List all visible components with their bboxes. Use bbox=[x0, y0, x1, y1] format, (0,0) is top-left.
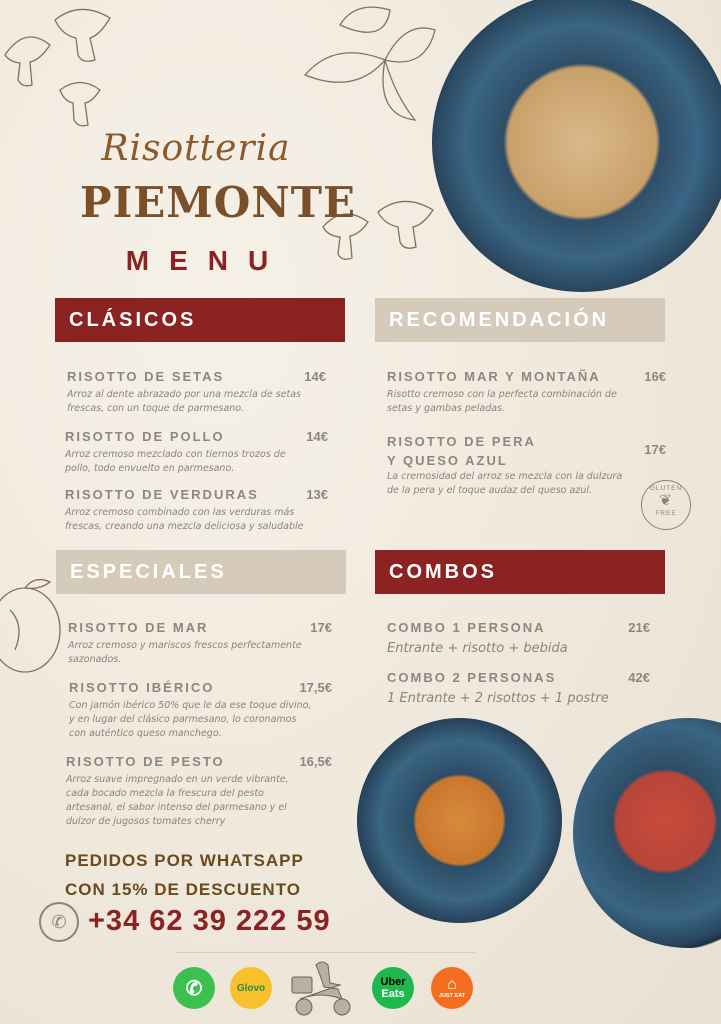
risotto-plate-image bbox=[432, 0, 721, 292]
gluten-free-badge bbox=[641, 480, 691, 530]
delivery-scooter-icon bbox=[290, 955, 356, 1017]
whatsapp-outline-icon: ✆ bbox=[39, 902, 79, 942]
menu-heading: MENU bbox=[125, 245, 289, 276]
menu-item-description: Arroz al dente abrazado por una mezcla de setas frescas, con un toque de parmesano. bbox=[67, 389, 301, 414]
menu-item-price: 16€ bbox=[644, 369, 666, 384]
menu-item-name: RISOTTO IBÉRICO bbox=[69, 680, 215, 695]
gluten-free-badge-bottom: FREE bbox=[655, 510, 677, 517]
menu-item-name: RISOTTO DE VERDURAS bbox=[65, 487, 259, 502]
menu-item-name: RISOTTO DE SETAS bbox=[67, 369, 225, 384]
menu-item-price: 16,5€ bbox=[299, 754, 332, 769]
combo-description: Entrante + risotto + bebida bbox=[387, 641, 568, 656]
combo-price: 42€ bbox=[628, 670, 650, 685]
menu-item-price: 14€ bbox=[304, 369, 326, 384]
justeat-app-button[interactable] bbox=[431, 967, 473, 1009]
section-header-combos: COMBOS bbox=[375, 550, 665, 594]
menu-item-price: 13€ bbox=[306, 487, 328, 502]
basil-leaves-sketch-icon bbox=[295, 0, 445, 130]
seafood-risotto-plate-image bbox=[357, 718, 562, 923]
menu-item-description: Arroz cremoso mezclado con tiernos trozos de pollo, todo envuelto en parmesano. bbox=[65, 449, 286, 474]
ubereats-label-bottom: Eats bbox=[381, 988, 405, 1000]
glovo-app-button[interactable] bbox=[230, 967, 272, 1009]
combo-name: COMBO 1 PERSONA bbox=[387, 620, 546, 635]
menu-item-description: La cremosidad del arroz se mezcla con la dulzura de la pera y el toque audaz del queso azul. bbox=[387, 471, 623, 496]
justeat-label: JUST EAT bbox=[438, 993, 466, 999]
brand-script-title: Risotteria bbox=[101, 128, 291, 169]
phone-number[interactable]: +34 62 39 222 59 bbox=[88, 905, 331, 937]
menu-item-description: Arroz suave impregnado en un verde vibrante, cada bocado mezcla la frescura del pesto artesanal, el sabor intenso del parmesano y el dulzor de jugosos tomates cherry bbox=[66, 774, 289, 827]
section-header-clasicos: CLÁSICOS bbox=[55, 298, 345, 342]
glovo-label: Glovo bbox=[236, 982, 266, 994]
justeat-house-icon: ⌂ bbox=[447, 976, 457, 993]
menu-item-name: RISOTTO DE PERA Y QUESO AZUL bbox=[387, 434, 536, 468]
gluten-free-badge-top: GLUTEN bbox=[649, 485, 683, 492]
section-header-recomendacion: RECOMENDACIÓN bbox=[375, 298, 665, 342]
combo-description: 1 Entrante + 2 risottos + 1 postre bbox=[387, 691, 609, 706]
whatsapp-icon: ✆ bbox=[185, 977, 203, 1000]
combo-price: 21€ bbox=[628, 620, 650, 635]
wheat-icon: ❦ bbox=[659, 492, 673, 509]
menu-item-price: 17,5€ bbox=[299, 680, 332, 695]
ubereats-app-button[interactable] bbox=[372, 967, 414, 1009]
jamon-risotto-plate-image bbox=[573, 718, 721, 948]
menu-item-name: RISOTTO MAR Y MONTAÑA bbox=[387, 369, 601, 384]
menu-item-description: Risotto cremoso con la perfecta combinación de setas y gambas peladas. bbox=[387, 389, 617, 414]
menu-item-price: 17€ bbox=[310, 620, 332, 635]
menu-item-description: Arroz cremoso y mariscos frescos perfectamente sazonados. bbox=[68, 640, 302, 665]
menu-item-name: RISOTTO DE POLLO bbox=[65, 429, 225, 444]
section-header-especiales: ESPECIALES bbox=[56, 550, 346, 594]
menu-item-description: Con jamón ibérico 50% que le da ese toque divino, y en lugar del clásico parmesano, lo coronamos con auténtico queso manchego. bbox=[69, 700, 312, 739]
menu-item-name: RISOTTO DE MAR bbox=[68, 620, 209, 635]
mushroom-sketch-icon bbox=[0, 0, 130, 140]
divider bbox=[175, 952, 475, 953]
brand-main-title: PIEMONTE bbox=[80, 178, 356, 227]
menu-item-name: RISOTTO DE PESTO bbox=[66, 754, 225, 769]
ubereats-label-top: Uber bbox=[380, 976, 406, 988]
orders-callout: PEDIDOS POR WHATSAPP CON 15% DE DESCUENTO bbox=[65, 851, 304, 899]
menu-item-description: Arroz cremoso combinado con las verduras más frescas, creando una mezcla deliciosa y saludable bbox=[65, 507, 304, 532]
menu-item-price: 17€ bbox=[644, 442, 666, 457]
menu-item-price: 14€ bbox=[306, 429, 328, 444]
whatsapp-app-button[interactable] bbox=[173, 967, 215, 1009]
combo-name: COMBO 2 PERSONAS bbox=[387, 670, 557, 685]
